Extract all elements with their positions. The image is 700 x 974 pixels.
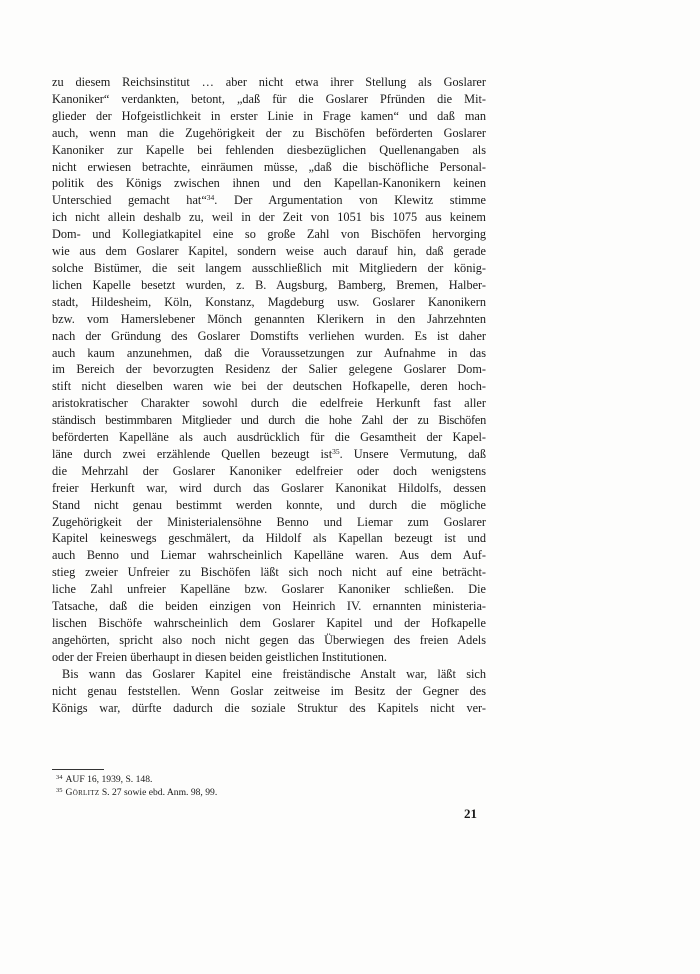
text-line: auch, wenn man die Zugehörigkeit der zu Bischöfen beförderten Goslarer (52, 125, 486, 140)
text-line: Kanoniker zur Kapelle bei fehlenden diesbezüglichen Quellenangaben als (52, 142, 486, 157)
text-line-with-note (52, 192, 486, 209)
footnote-mark: 34 (56, 774, 63, 781)
text-line: auch kaum anzunehmen, daß die Voraussetzungen zur Aufnahme in das (52, 345, 486, 360)
text-line: Kapitel keineswegs geschmälert, da Hildolf als Kapellan bezeugt ist und (52, 531, 486, 546)
text-line: Tatsache, daß die beiden einzigen von Heinrich IV. ernannten ministeria- (52, 599, 486, 614)
text-line-with-note (52, 446, 486, 463)
text-line: lischen Bischöfe wahrscheinlich dem Goslarer Kapitel und der Hofkapelle (52, 616, 486, 630)
text-fragment: läne durch zwei erzählende Quellen bezeugt ist (52, 446, 333, 461)
text-line: liche Zahl unfreier Kapelläne bzw. Goslarer Kanoniker schließen. Die (52, 582, 486, 597)
text-line: stadt, Hildesheim, Köln, Konstanz, Magdeburg usw. Goslarer Kanonikern (52, 294, 486, 309)
text-line: stift nicht dieselben waren wie bei der deutschen Hofkapelle, deren hoch- (52, 379, 486, 394)
text-line: beförderten Kapelläne als auch ausdrücklich für die Gesamtheit der Kapel- (52, 430, 486, 445)
text-line: Zugehörigkeit der Ministerialensöhne Benno und Liemar zum Goslarer (52, 514, 486, 529)
footnote-author: Görlitz (65, 787, 100, 798)
text-line: Stand nicht genau bestimmt werden konnte, und durch die mögliche (52, 497, 486, 512)
text-line: im Bereich der bevorzugten Residenz der Salier gelegene Goslarer Dom- (52, 362, 486, 377)
footnotes (56, 773, 486, 799)
text-line: nach der Gründung des Goslarer Domstifts verliehen wurden. Es ist daher (52, 328, 486, 343)
text-line: ich nicht allein deshalb zu, weil in der Zeit von 1051 bis 1075 aus keinem (52, 210, 486, 225)
text-line: stieg zweier Unfreier zu Bischöfen läßt sich noch nicht auf eine beträcht- (52, 565, 486, 580)
footnote-ref-35: 35 (332, 446, 340, 456)
text-line: auch Benno und Liemar wahrscheinlich Kapelläne waren. Aus dem Auf- (52, 548, 486, 563)
text-line: oder der Freien überhaupt in diesen beiden geistlichen Institutionen. (52, 649, 387, 664)
text-line: angehörten, spricht also noch nicht gegen das Überwiegen des freien Adels (52, 632, 486, 647)
text-line: glieder der Hofgeistlichkeit in erster Linie in Frage kamen“ und daß man (52, 108, 486, 123)
text-line: lichen Kapelle besetzt wurden, z. B. Augsburg, Bamberg, Bremen, Halber- (52, 277, 486, 292)
page-number: 21 (464, 806, 477, 821)
footnote-text: S. 27 sowie ebd. Anm. 98, 99. (99, 787, 218, 798)
text-line: nicht genau feststellen. Wenn Goslar zeitweise im Besitz der Gegner des (52, 683, 486, 698)
text-line: aristokratischer Charakter sowohl durch die edelfreie Herkunft fast aller (52, 396, 486, 411)
footnote-text: AUF 16, 1939, S. 148. (65, 774, 153, 785)
text-fragment: Unterschied gemacht hat“ (52, 193, 207, 208)
text-line: Königs war, dürfte dadurch die soziale Struktur des Kapitels nicht ver- (52, 700, 486, 715)
text-line: zu diesem Reichsinstitut … aber nicht etwa ihrer Stellung als Goslarer (52, 75, 486, 89)
text-line: bzw. vom Hamerslebener Mönch genannten Klerikern in den Jahrzehnten (52, 311, 486, 326)
text-line: Bis wann das Goslarer Kapitel eine freiständische Anstalt war, läßt sich (62, 666, 486, 681)
text-line: Dom- und Kollegiatkapitel eine so große Zahl von Bischöfen hervorging (52, 227, 486, 242)
text-line: ständisch bestimmbaren Mitglieder und durch die hohe Zahl der zu Bischöfen (52, 413, 486, 428)
text-line: wie aus dem Goslarer Kapitel, sondern weise auch darauf hin, daß gerade (52, 244, 486, 259)
footnote-ref-34: 34 (206, 193, 215, 203)
footnote-divider (52, 769, 104, 770)
text-fragment: . Der Argumentation von Klewitz stimme (214, 193, 486, 208)
footnote-34 (56, 773, 486, 786)
footnote-35 (56, 786, 486, 799)
footnote-mark: 35 (56, 787, 63, 794)
text-line: die Mehrzahl der Goslarer Kanoniker edelfreier oder doch wenigstens (52, 463, 486, 478)
text-fragment: . Unsere Vermutung, daß (339, 446, 486, 461)
text-line: politik des Königs zwischen ihnen und den Kapellan-Kanonikern keinen (52, 176, 486, 191)
text-line: nicht erwiesen betrachte, einräumen müsse, „daß die bischöfliche Personal- (52, 159, 486, 174)
main-text (52, 74, 486, 716)
text-line: freier Herkunft war, wird durch das Goslarer Kanonikat Hildolfs, dessen (52, 480, 486, 495)
text-line: Kanoniker“ verdankten, betont, „daß für die Goslarer Pfründen die Mit- (52, 91, 486, 106)
text-line: solche Bistümer, die seit langem ausschließlich mit Mitgliedern der könig- (52, 260, 486, 275)
